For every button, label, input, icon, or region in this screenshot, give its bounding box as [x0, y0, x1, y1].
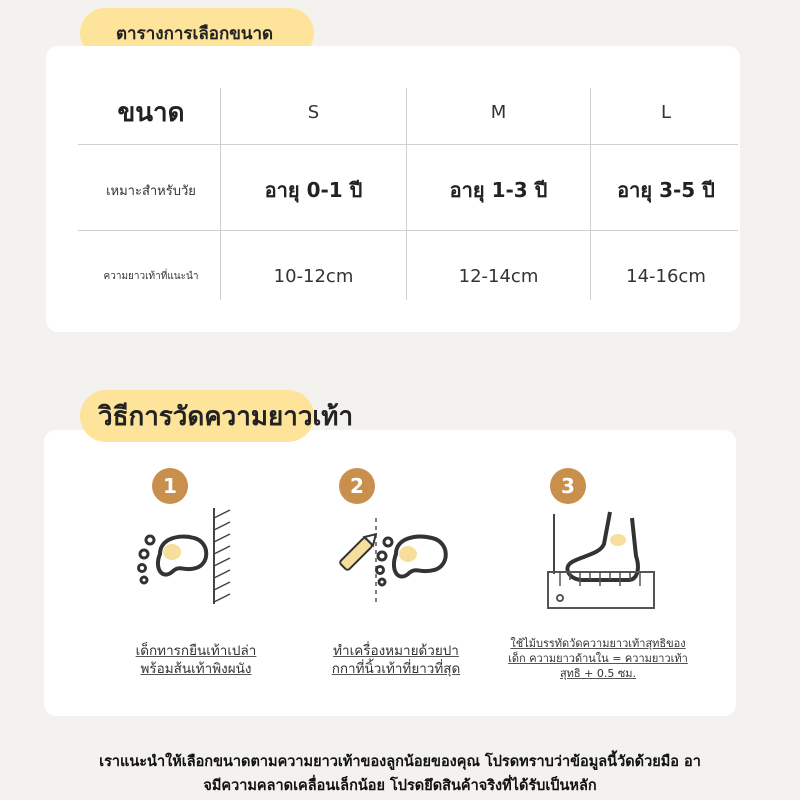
step-2-caption	[306, 642, 486, 678]
step-1-caption	[106, 642, 286, 678]
size-table-card	[46, 46, 740, 332]
length-row-label: ความยาวเท้าที่แนะนำ	[103, 270, 199, 282]
size-m-header: M	[490, 101, 507, 123]
step-1-caption-line2: พร้อมส้นเท้าพิงผนัง	[140, 661, 252, 677]
length-l: 14-16cm	[626, 265, 706, 287]
step-3-caption-line2: เด็ก ความยาวด้านใน = ความยาวเท้า	[508, 652, 688, 665]
measure-title: วิธีการวัดความยาวเท้า	[98, 401, 354, 432]
step-3-caption-line1: ใช้ไม้บรรทัดวัดความยาวเท้าสุทธิของ	[510, 637, 686, 650]
age-m: อายุ 1-3 ปี	[449, 178, 548, 202]
measure-steps-card	[44, 430, 736, 716]
size-s-header: S	[307, 101, 320, 123]
size-l-header: L	[660, 101, 672, 123]
step-2-caption-line2: กกาที่นิ้วเท้าที่ยาวที่สุด	[331, 661, 461, 677]
size-column-header: ขนาด	[117, 97, 185, 128]
length-m: 12-14cm	[458, 265, 539, 287]
footer-line2: จมีความคลาดเคลื่อนเล็กน้อย โปรดยึดสินค้าจริงที่ได้รับเป็นหลัก	[203, 778, 597, 794]
measure-title-pill	[80, 390, 354, 442]
table-divider	[78, 230, 738, 231]
step-1-caption-line1: เด็กทารกยืนเท้าเปล่า	[135, 643, 257, 659]
step-3-caption-line3: สุทธิ + 0.5 ซม.	[559, 667, 637, 680]
foot-against-wall-icon	[130, 506, 240, 606]
step-3-caption	[480, 636, 716, 681]
age-row-label: เหมาะสำหรับวัย	[106, 183, 196, 199]
length-s: 10-12cm	[273, 265, 354, 287]
step-2-caption-line1: ทำเครื่องหมายด้วยปา	[333, 643, 459, 659]
step-1-badge: 1	[152, 468, 188, 504]
foot-on-ruler-icon	[542, 504, 662, 614]
age-l: อายุ 3-5 ปี	[617, 178, 715, 202]
footer-line1: เราแนะนำให้เลือกขนาดตามความยาวเท้าของลูกน้อยของคุณ โปรดทราบว่าข้อมูลนี้วัดด้วยมือ อา	[99, 754, 701, 770]
size-chart-title: ตารางการเลือกขนาด	[116, 23, 274, 44]
age-s: อายุ 0-1 ปี	[264, 178, 363, 202]
step-3-badge: 3	[550, 468, 586, 504]
step-2-badge: 2	[339, 468, 375, 504]
footer-note	[0, 750, 800, 798]
table-divider	[78, 144, 738, 145]
pen-mark-toe-icon	[328, 514, 458, 610]
